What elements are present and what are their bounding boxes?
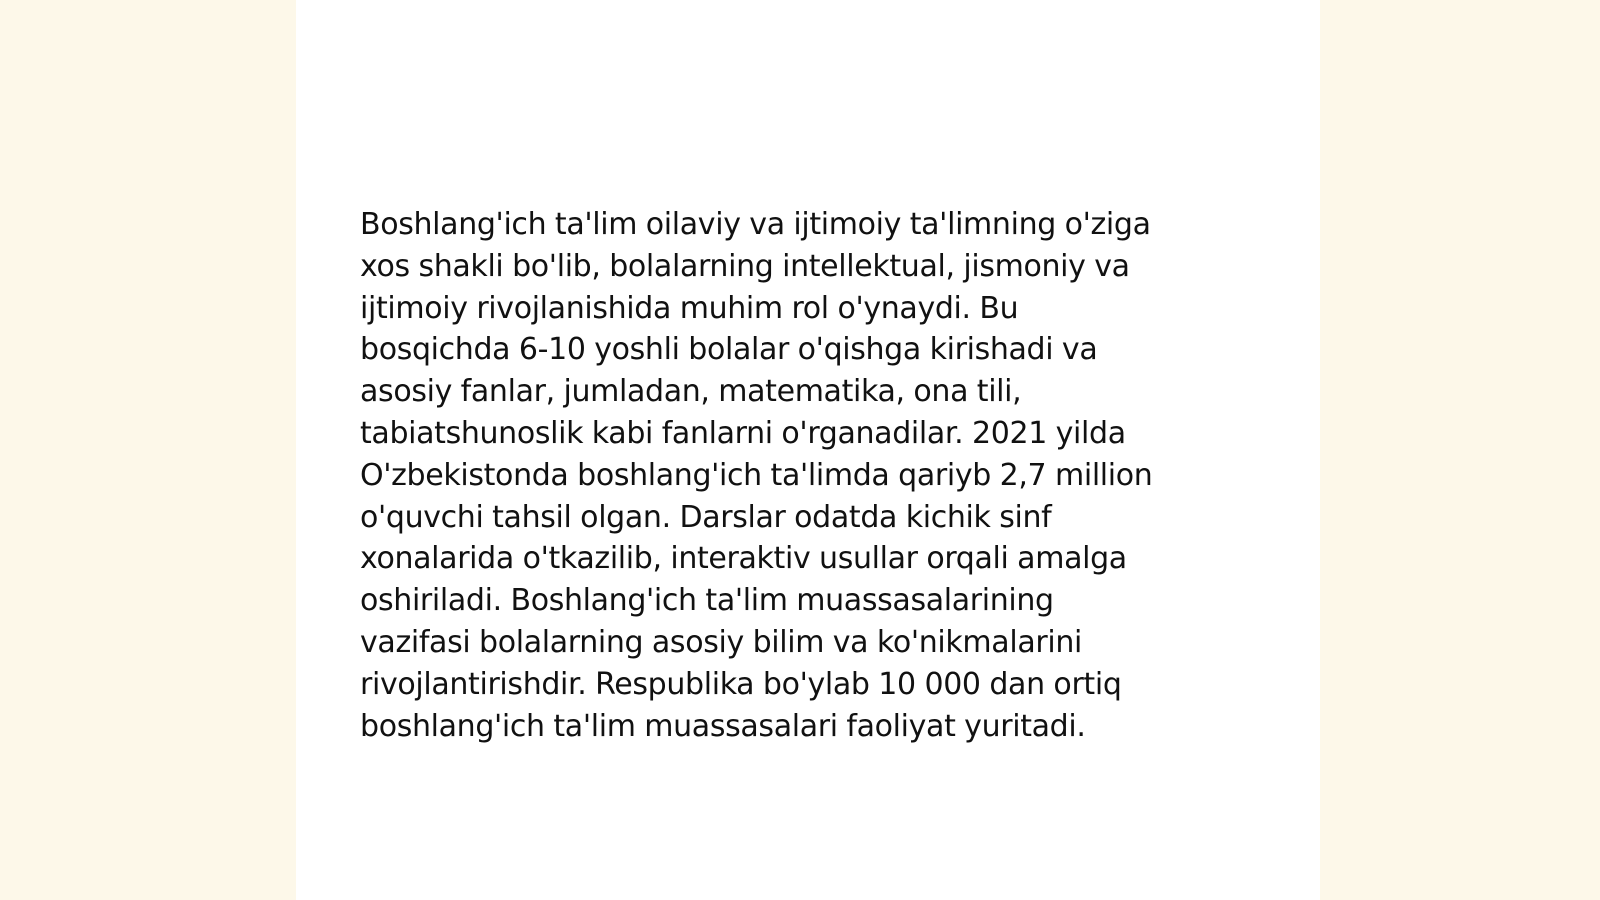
paragraph-line: vazifasi bolalarning asosiy bilim va ko'nikmalarini: [360, 624, 1082, 660]
paragraph-line: oshiriladi. Boshlang'ich ta'lim muassasalarining: [360, 583, 1054, 619]
paragraph-line: xonalarida o'tkazilib, interaktiv usullar orqali amalga: [360, 541, 1127, 577]
paragraph-line: o'quvchi tahsil olgan. Darslar odatda kichik sinf: [360, 499, 1052, 535]
left-margin: [0, 0, 296, 900]
document-page: [296, 0, 1320, 900]
paragraph-line: O'zbekistonda boshlang'ich ta'limda qariyb 2,7 million: [360, 457, 1153, 493]
paragraph-line: boshlang'ich ta'lim muassasalari faoliyat yuritadi.: [360, 708, 1086, 744]
paragraph-line: ijtimoiy rivojlanishida muhim rol o'ynaydi. Bu: [360, 290, 1019, 326]
paragraph-line: tabiatshunoslik kabi fanlarni o'rganadilar. 2021 yilda: [360, 415, 1126, 451]
right-margin: [1320, 0, 1600, 900]
paragraph-line: rivojlantirishdir. Respublika bo'ylab 10 000 dan ortiq: [360, 666, 1122, 702]
paragraph-line: Boshlang'ich ta'lim oilaviy va ijtimoiy ta'limning o'ziga: [360, 207, 1151, 242]
body-paragraph: [360, 204, 1260, 747]
paragraph-line: xos shakli bo'lib, bolalarning intellektual, jismoniy va: [360, 248, 1130, 284]
paragraph-line: asosiy fanlar, jumladan, matematika, ona tili,: [360, 374, 1022, 410]
paragraph-line: bosqichda 6-10 yoshli bolalar o'qishga kirishadi va: [360, 332, 1098, 368]
